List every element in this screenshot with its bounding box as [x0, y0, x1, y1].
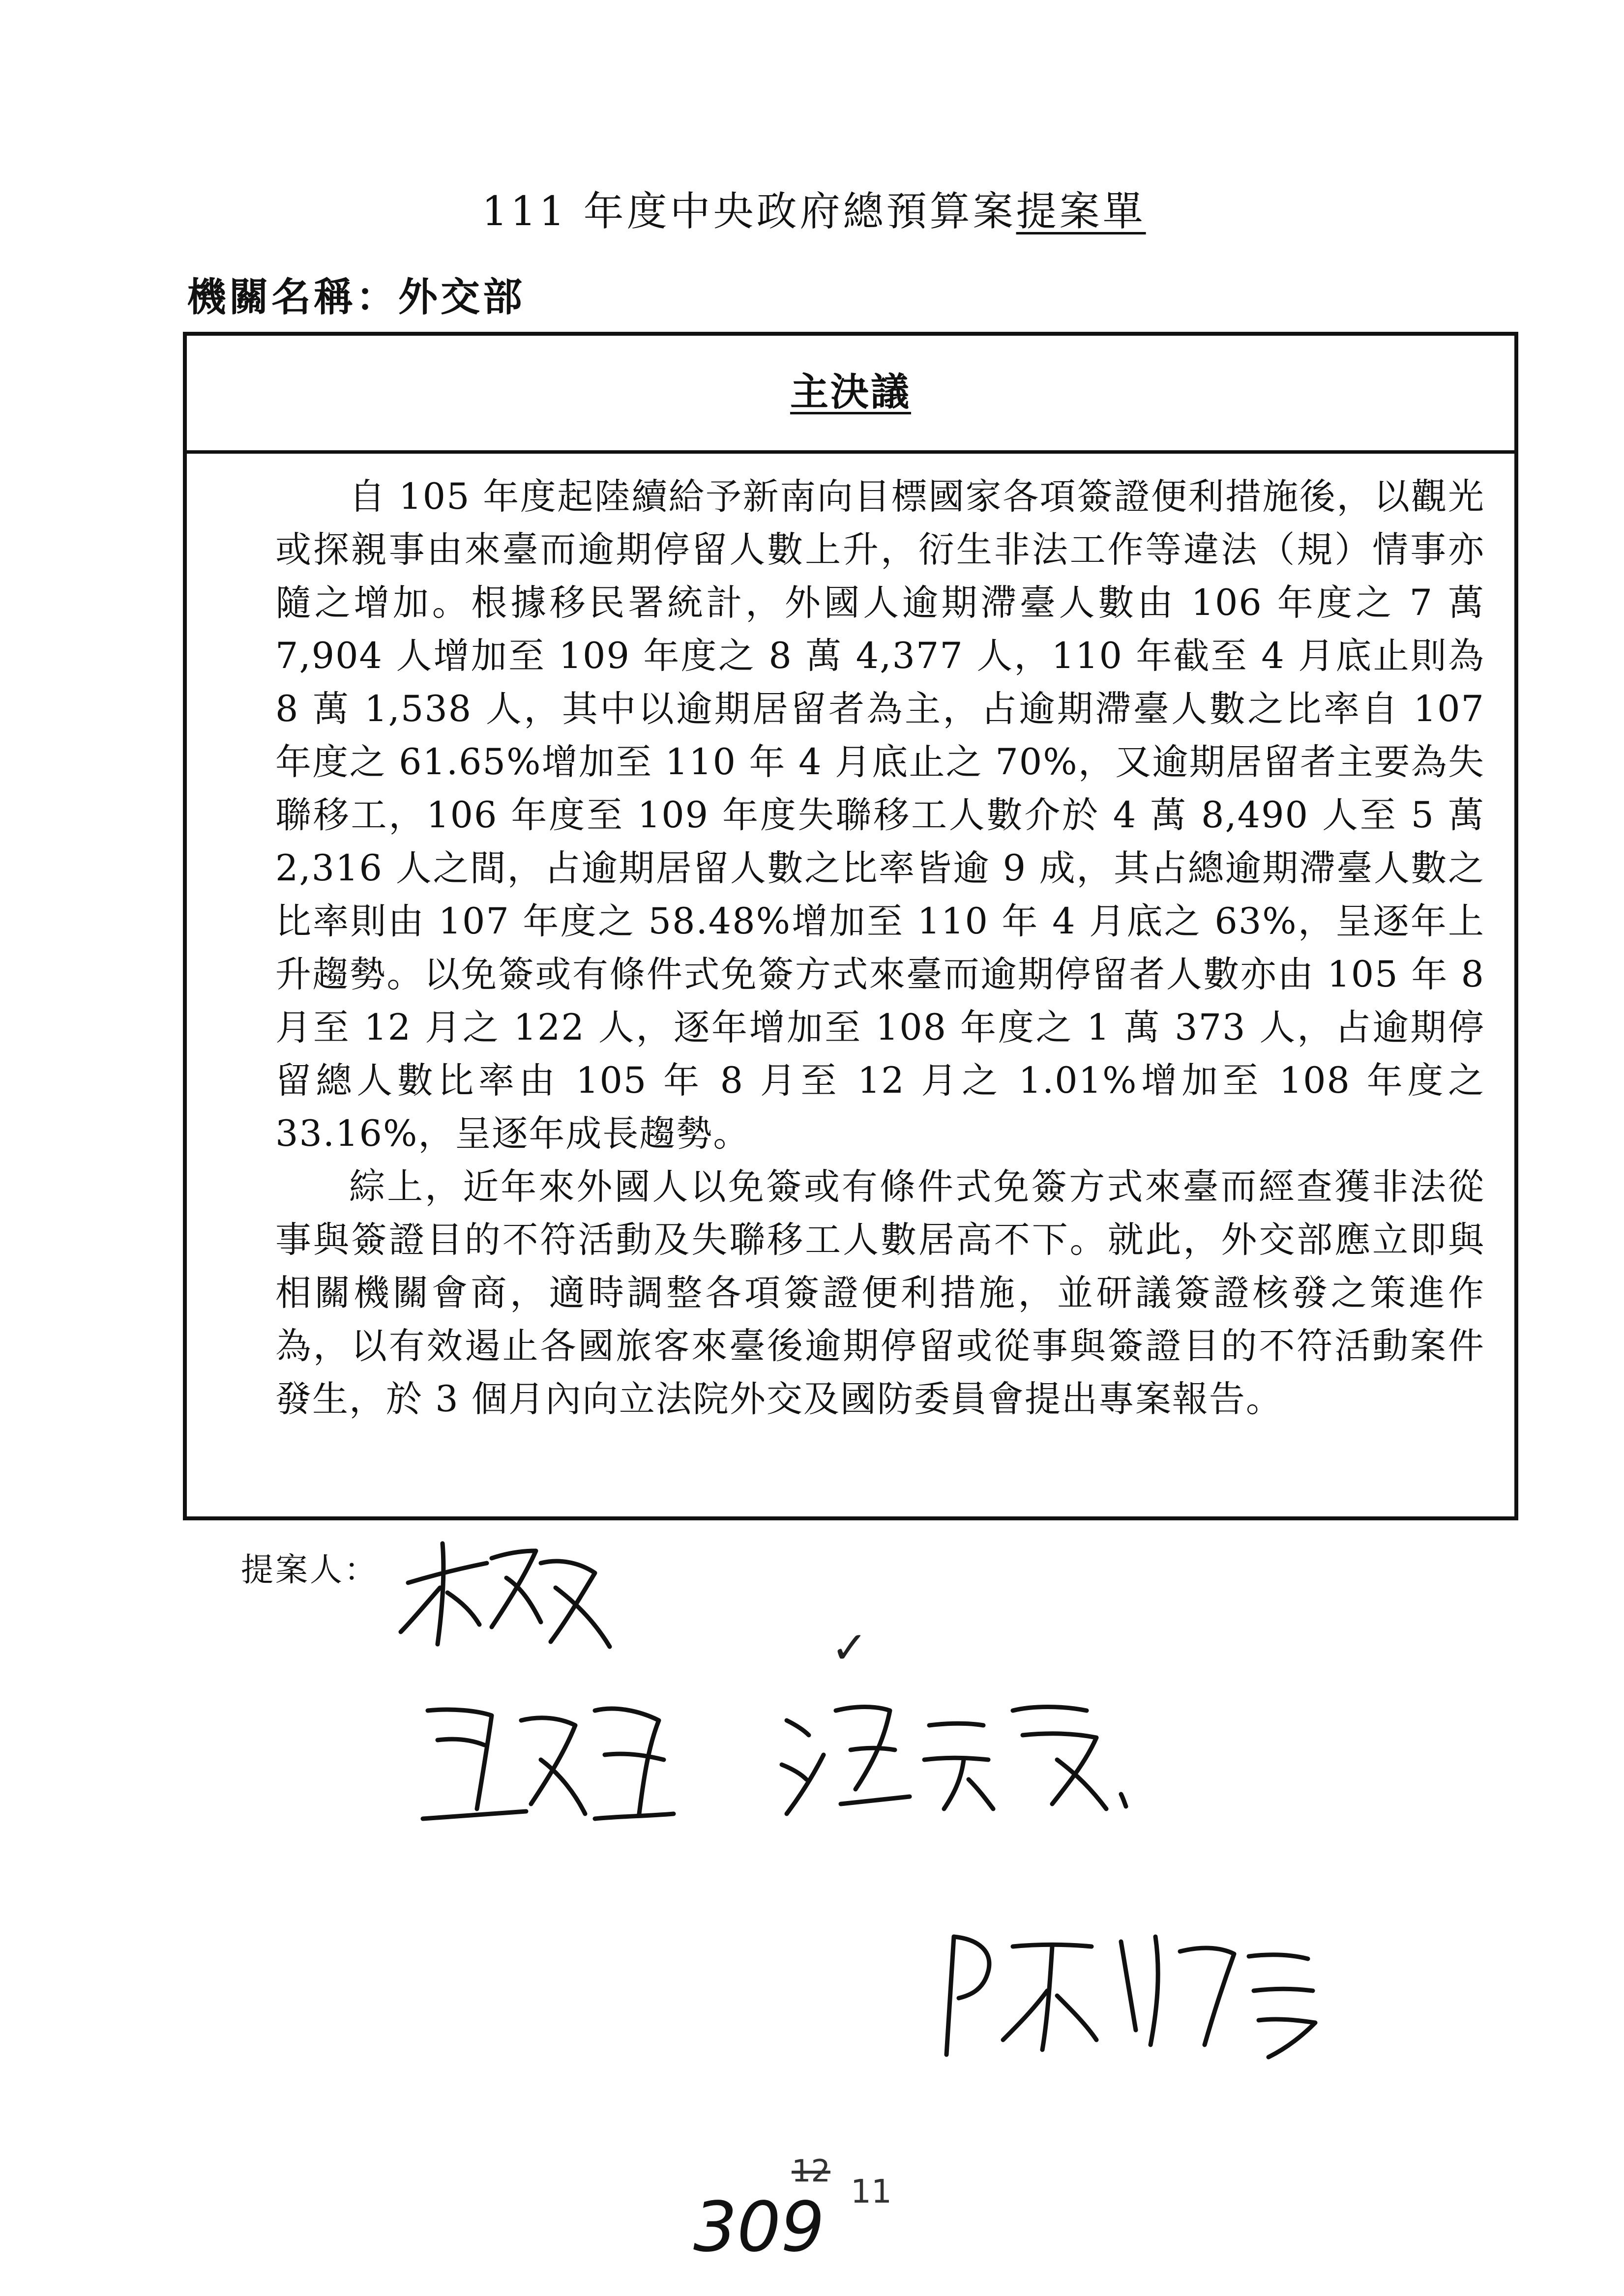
resolution-header-text: 主決議 — [790, 370, 911, 414]
title-prefix: 111 年度中央政府總預算案 — [482, 188, 1016, 235]
signature-1 — [393, 1529, 620, 1657]
resolution-box — [183, 332, 1518, 1520]
resolution-header — [187, 336, 1514, 454]
resolution-paragraph: 自 105 年度起陸續給予新南向目標國家各項簽證便利措施後，以觀光或探親事由來臺而逾期停留人數上升，衍生非法工作等違法（規）情事亦隨之增加。根據移民署統計，外國人逾期滯臺人數由 106 年度之 7 萬 7,904 人增加至 109 年度之 8 萬 4,377 人，110 年截至 4 月底止則為 8 萬 1,538 人，其中以逾期居留者為主，占逾期滯臺人數之比率自 107 年度之 61.65%增加至 110 年 4 月底止之 70%，又逾期居留者主要為失聯移工，106 年度至 109 年度失聯移工人數介於 4 萬 8,490 人至 5 萬 2,316 人之間，占逾期居留人數之比率皆逾 9 成，其占總逾期滯臺人數之比率則由 107 年度之 58.48%增加至 110 年 4 月底之 63%，呈逐年上升趨勢。以免簽或有條件式免簽方式來臺而逾期停留者人數亦由 105 年 8 月至 12 月之 122 人，逐年增加至 108 年度之 1 萬 373 人，占逾期停留總人數比率由 105 年 8 月至 12 月之 1.01%增加至 108 年度之 33.16%，呈逐年成長趨勢。 — [275, 476, 1485, 1155]
agency-name: 機關名稱：外交部 — [187, 274, 525, 320]
page-number-small: 11 — [851, 2173, 892, 2210]
proposer-label: 提案人： — [241, 1551, 379, 1589]
signature-2 — [408, 1691, 683, 1833]
resolution-body — [187, 454, 1514, 1426]
signature-4 — [924, 1917, 1323, 2064]
document-title — [482, 179, 1146, 237]
crossed-page-number: 12 — [792, 2153, 830, 2189]
title-form-name: 提案單 — [1016, 188, 1146, 235]
check-mark: ✓ — [831, 1622, 868, 1674]
resolution-paragraph: 綜上，近年來外國人以免簽或有條件式免簽方式來臺而經查獲非法從事與簽證目的不符活動及失聯移工人數居高不下。就此，外交部應立即與相關機關會商，適時調整各項簽證便利措施，並研議簽證核發之策進作為，以有效遏止各國旅客來臺後逾期停留或從事與簽證目的不符活動案件發生，於 3 個月內向立法院外交及國防委員會提出專案報告。 — [275, 1166, 1485, 1420]
signature-3 — [767, 1681, 1155, 1824]
page-number-large: 309 — [693, 2187, 825, 2267]
